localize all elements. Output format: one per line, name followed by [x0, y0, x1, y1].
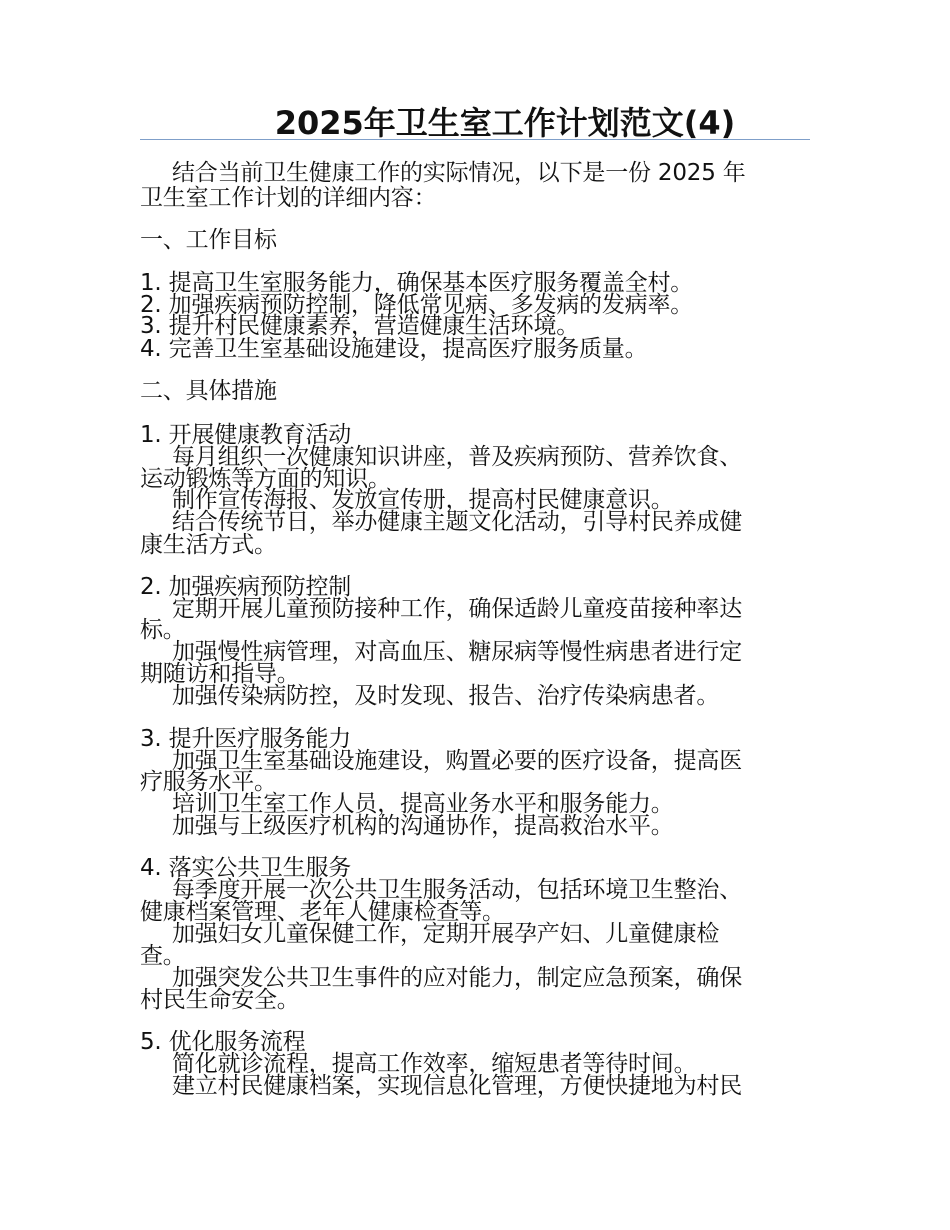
measure-line: 加强与上级医疗机构的沟通协作，提高救治水平。	[172, 813, 674, 839]
measure-line: 建立村民健康档案，实现信息化管理，方便快捷地为村民	[172, 1073, 743, 1099]
measure-line: 加强传染病防控，及时发现、报告、治疗传染病患者。	[172, 683, 720, 709]
section-heading: 一、工作目标	[140, 227, 277, 253]
goal-item: 3. 提升村民健康素养，营造健康生活环境。	[140, 313, 580, 339]
measure-heading: 1. 开展健康教育活动	[140, 422, 352, 448]
goal-item: 1. 提高卫生室服务能力，确保基本医疗服务覆盖全村。	[140, 270, 694, 296]
goal-item: 2. 加强疾病预防控制，降低常见病、多发病的发病率。	[140, 292, 694, 318]
title-underline	[140, 139, 810, 140]
intro-line: 卫生室工作计划的详细内容：	[140, 185, 437, 211]
measure-line: 加强妇女儿童保健工作，定期开展孕产妇、儿童健康检	[172, 921, 720, 947]
measure-line: 查。	[140, 943, 186, 969]
measure-line: 康生活方式。	[140, 532, 277, 558]
measure-heading: 5. 优化服务流程	[140, 1029, 306, 1055]
measure-line: 简化就诊流程，提高工作效率，缩短患者等待时间。	[172, 1051, 697, 1077]
measure-line: 培训卫生室工作人员，提高业务水平和服务能力。	[172, 791, 674, 817]
measure-line: 运动锻炼等方面的知识。	[140, 466, 391, 492]
measure-line: 定期开展儿童预防接种工作，确保适龄儿童疫苗接种率达	[172, 596, 743, 622]
measure-line: 制作宣传海报、发放宣传册，提高村民健康意识。	[172, 487, 674, 513]
measure-line: 村民生命安全。	[140, 987, 300, 1013]
measure-line: 健康档案管理、老年人健康检查等。	[140, 899, 505, 925]
measure-heading: 4. 落实公共卫生服务	[140, 855, 352, 881]
measure-line: 疗服务水平。	[140, 769, 277, 795]
intro-line: 结合当前卫生健康工作的实际情况，以下是一份 2025 年	[172, 160, 746, 186]
measure-line: 每月组织一次健康知识讲座，普及疾病预防、营养饮食、	[172, 444, 743, 470]
goal-item: 4. 完善卫生室基础设施建设，提高医疗服务质量。	[140, 336, 648, 362]
measure-heading: 2. 加强疾病预防控制	[140, 574, 352, 600]
measure-line: 加强卫生室基础设施建设，购置必要的医疗设备，提高医	[172, 748, 743, 774]
measure-line: 标。	[140, 617, 186, 643]
measure-line: 加强突发公共卫生事件的应对能力，制定应急预案，确保	[172, 965, 743, 991]
document-title: 2025年卫生室工作计划范文(4)	[274, 104, 736, 142]
measure-line: 加强慢性病管理，对高血压、糖尿病等慢性病患者进行定	[172, 639, 743, 665]
measure-heading: 3. 提升医疗服务能力	[140, 726, 352, 752]
measure-line: 期随访和指导。	[140, 661, 300, 687]
section-heading: 二、具体措施	[140, 378, 277, 404]
measure-line: 每季度开展一次公共卫生服务活动，包括环境卫生整治、	[172, 877, 743, 903]
measure-line: 结合传统节日，举办健康主题文化活动，引导村民养成健	[172, 509, 743, 535]
